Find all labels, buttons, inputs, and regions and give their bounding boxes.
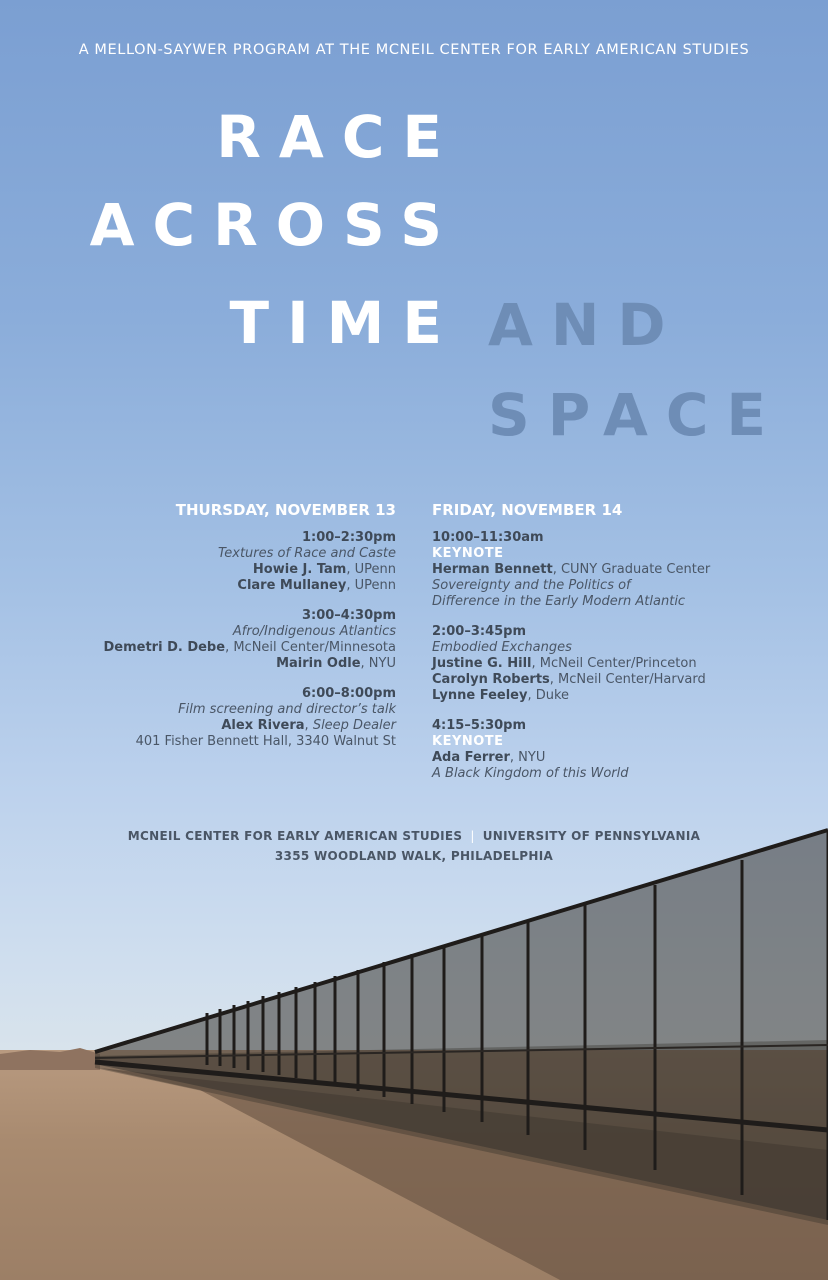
speaker-line [432, 656, 762, 672]
session-topic: Textures of Race and Caste [217, 546, 396, 561]
speaker-name: Howie J. Tam [252, 562, 347, 577]
session-time: 1:00–2:30pm [301, 530, 396, 545]
session-location: 401 Fisher Bennett Hall, 3340 Walnut St [135, 734, 396, 749]
speaker-name: Ada Ferrer [432, 750, 510, 765]
speaker-affiliation: , NYU [509, 750, 546, 765]
speaker-name: Mairin Odle [276, 656, 361, 671]
session-block [432, 624, 762, 704]
speaker-name: Justine G. Hill [432, 656, 532, 671]
title-across: ACROSS [89, 191, 460, 259]
venue-university: UNIVERSITY OF PENNSYLVANIA [482, 829, 701, 843]
venue-separator: | [470, 829, 475, 843]
speaker-name: Demetri D. Debe [103, 640, 226, 655]
friday-schedule [432, 502, 762, 796]
speaker-line [80, 562, 396, 578]
speaker-line [80, 640, 396, 656]
speaker-line [432, 672, 762, 688]
speaker-affiliation: , UPenn [346, 578, 396, 593]
session-topic: Afro/Indigenous Atlantics [232, 624, 396, 639]
thursday-heading: THURSDAY, NOVEMBER 13 [175, 501, 396, 519]
speaker-line [432, 688, 762, 704]
speaker-affiliation: , Duke [527, 688, 570, 703]
speaker-name: Carolyn Roberts [432, 672, 550, 687]
speaker-line [80, 718, 396, 734]
speaker-line [80, 656, 396, 672]
speaker-name: Lynne Feeley [432, 688, 528, 703]
session-topic-line: Sovereignty and the Politics of [432, 578, 631, 593]
thursday-schedule [80, 502, 396, 764]
session-topic: A Black Kingdom of this World [432, 766, 629, 781]
speaker-line [432, 562, 762, 578]
session-topic: Film screening and director’s talk [178, 702, 396, 717]
session-time: 4:15–5:30pm [432, 718, 527, 733]
friday-heading: FRIDAY, NOVEMBER 14 [432, 501, 623, 519]
venue-address: 3355 WOODLAND WALK, PHILADELPHIA [274, 849, 554, 863]
program-line: A MELLON-SAYWER PROGRAM AT THE MCNEIL CENTER FOR EARLY AMERICAN STUDIES [78, 42, 750, 58]
speaker-affiliation: , McNeil Center/Princeton [531, 656, 697, 671]
speaker-affiliation: , CUNY Graduate Center [552, 562, 711, 577]
speaker-name: Clare Mullaney [237, 578, 347, 593]
speaker-affiliation: , NYU [360, 656, 396, 671]
session-topic-line: Difference in the Early Modern Atlantic [432, 594, 686, 609]
venue-org: MCNEIL CENTER FOR EARLY AMERICAN STUDIES [127, 829, 463, 843]
title-race: RACE [216, 103, 460, 171]
session-block [80, 608, 396, 672]
session-block [432, 718, 762, 782]
speaker-name: Herman Bennett [432, 562, 553, 577]
keynote-label: KEYNOTE [432, 546, 504, 561]
session-time: 3:00–4:30pm [301, 608, 396, 623]
session-time: 10:00–11:30am [432, 530, 544, 545]
session-topic: Embodied Exchanges [432, 640, 572, 655]
session-block [80, 530, 396, 594]
speaker-affiliation: , McNeil Center/Minnesota [225, 640, 396, 655]
session-block [432, 530, 762, 610]
speaker-line [432, 750, 762, 766]
title-space: SPACE [488, 381, 785, 449]
venue-line [0, 826, 828, 846]
session-time: 6:00–8:00pm [301, 686, 396, 701]
speaker-name: Alex Rivera [221, 718, 305, 733]
speaker-affiliation: , UPenn [346, 562, 396, 577]
speaker-affiliation: , [304, 718, 313, 733]
title-and: AND [488, 291, 684, 359]
session-block [80, 686, 396, 750]
title-time: TIME [229, 289, 460, 357]
speaker-affiliation: , McNeil Center/Harvard [549, 672, 706, 687]
keynote-label: KEYNOTE [432, 734, 504, 749]
session-time: 2:00–3:45pm [432, 624, 527, 639]
speaker-line [80, 578, 396, 594]
venue-footer [0, 826, 828, 866]
film-title: Sleep Dealer [312, 718, 396, 733]
